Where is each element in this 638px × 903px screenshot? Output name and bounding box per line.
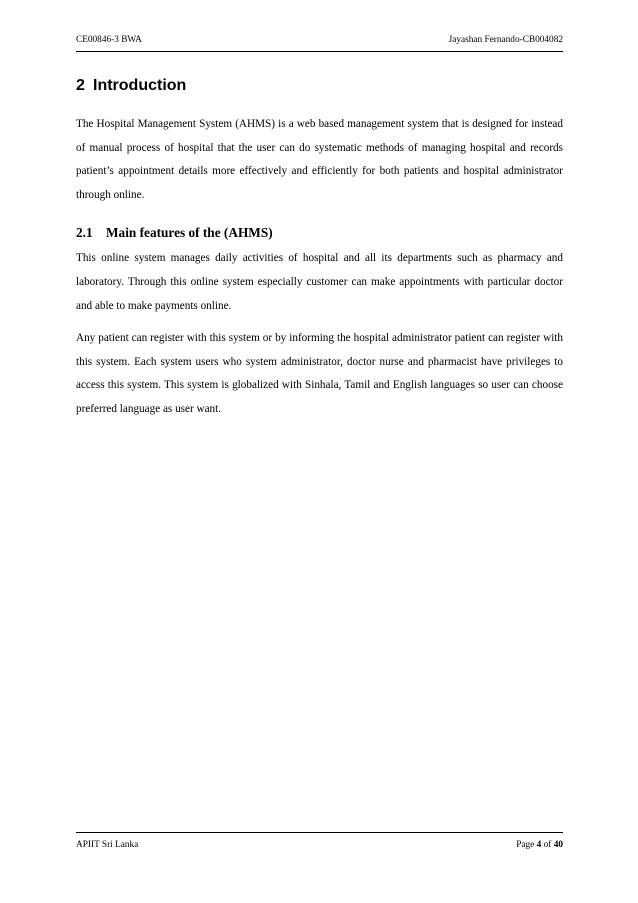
- features-paragraph-1: This online system manages daily activities of hospital and all its departments such as pharmacy and laboratory. Through this online system especially customer can make appointments with particular doctor and able to make payments online.: [76, 252, 563, 312]
- intro-paragraph: The Hospital Management System (AHMS) is a web based management system that is designed for instead of manual process of hospital that the user can do systematic methods of managing hospital and records patient’s appointment details more effectively and efficiently for both patients and hospital administrator through online.: [76, 118, 563, 201]
- page-total: 40: [553, 840, 563, 850]
- section-heading-introduction: [76, 76, 563, 96]
- page-header: [76, 33, 563, 47]
- features-paragraph-2: Any patient can register with this system or by informing the hospital administrator patient can register with this system. Each system users who system administrator, doctor nurse and pharmacist have privileges to access this system. This system is globalized with Sinhala, Tamil and English languages so user can choose preferred language as user want.: [76, 332, 563, 415]
- section-title: Introduction: [93, 77, 187, 94]
- subsection-number: 2.1: [76, 225, 93, 241]
- section-number: 2: [76, 77, 85, 94]
- page-footer: [76, 838, 563, 852]
- page-content: [76, 76, 563, 431]
- subsection-title: Main features of the (AHMS): [106, 225, 273, 241]
- header-divider: [76, 51, 563, 52]
- page-of: of: [541, 840, 554, 850]
- footer-institution: APIIT Sri Lanka: [76, 840, 139, 850]
- header-author: Jayashan Fernando-CB004082: [448, 35, 563, 45]
- footer-divider: [76, 832, 563, 833]
- header-course-code: CE00846-3 BWA: [76, 35, 142, 45]
- page-prefix: Page: [516, 840, 537, 850]
- page-number: [516, 838, 563, 852]
- page-current: 4: [536, 840, 542, 850]
- subsection-heading-main-features: [76, 224, 563, 242]
